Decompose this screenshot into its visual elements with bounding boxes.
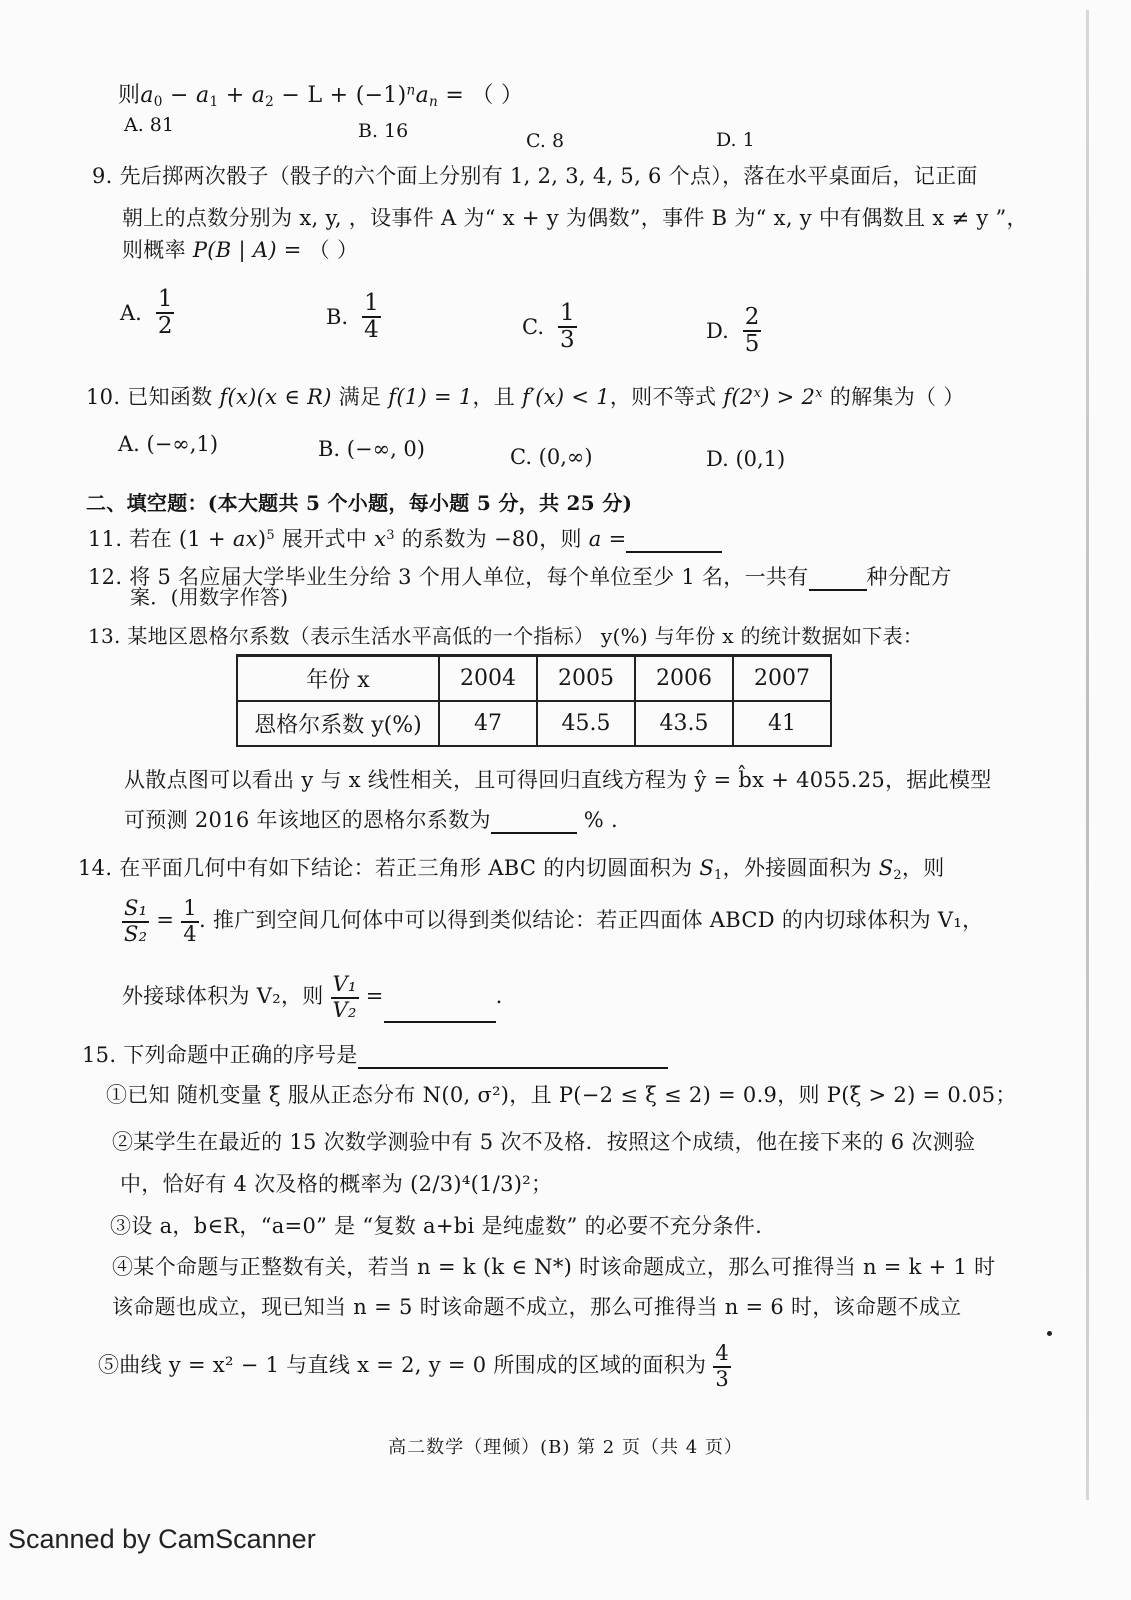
fraction: $\frac{1}{4}$ <box>364 290 379 344</box>
engel-coefficient-table <box>236 654 832 747</box>
answer-blank <box>358 1045 668 1069</box>
q13-line3: 可预测 2016 年该地区的恩格尔系数为 % . <box>124 808 618 832</box>
table-cell: 45.5 <box>537 701 635 746</box>
q9-line1: 9. 先后掷两次骰子（骰子的六个面上分别有 1, 2, 3, 4, 5, 6 个点），落在水平桌面后，记正面 <box>92 164 978 188</box>
page-footer: 高二数学（理倾）(B) 第 2 页（共 4 页） <box>388 1437 743 1458</box>
q8-option-c: C. 8 <box>526 130 565 152</box>
q15-item-3: ③设 a，b∈R，“a=0” 是 “复数 a+bi 是纯虚数” 的必要不充分条件. <box>110 1214 763 1238</box>
q10-option-a: A. (−∞,1) <box>118 432 219 456</box>
q10-option-b: B. (−∞, 0) <box>318 437 425 461</box>
answer-blank <box>384 999 496 1023</box>
q14-line1: 14. 在平面几何中有如下结论：若正三角形 ABC 的内切圆面积为 $S_1$，外接圆面积为 $S_2$，则 <box>78 856 945 883</box>
fraction-s1-s2: $\frac{\text{S₁}}{\text{S₂}}$ <box>124 896 148 946</box>
fraction-one-quarter: $\frac{1}{4}$ <box>183 896 197 946</box>
fraction: $\frac{2}{5}$ <box>744 304 760 358</box>
table-cell: 2004 <box>439 656 537 702</box>
fraction: $\frac{1}{3}$ <box>560 300 575 354</box>
q15-item-2-line1: ②某学生在最近的 15 次数学测验中有 5 次不及格．按照这个成绩，他在接下来的 6 次测验 <box>112 1130 976 1154</box>
table-cell: 2007 <box>733 656 831 702</box>
q15-item-4-line1: ④某个命题与正整数有关，若当 n = k (k ∈ N*) 时该命题成立，那么可推得当 n = k + 1 时 <box>112 1255 996 1279</box>
table-cell: 41 <box>733 701 831 746</box>
scan-speck <box>1047 1331 1052 1336</box>
table-row <box>237 701 831 746</box>
q15-item-4-line2: 该命题也成立，现已知当 n = 5 时该命题不成立，那么可推得当 n = 6 时，该命题不成立 <box>112 1295 962 1319</box>
table-cell: 47 <box>439 701 537 746</box>
q15-item-5: ⑤曲线 y = x² − 1 与直线 x = 2, y = 0 所围成的区域的面积为 $\frac{4}{3}$ <box>98 1341 729 1391</box>
fraction-v1-v2: $\frac{\text{V₁}}{\text{V₂}}$ <box>332 972 357 1022</box>
table-row <box>237 656 831 702</box>
q10-option-d: D. (0,1) <box>706 447 786 471</box>
q9-option-c: C. $\frac{1}{3}$ <box>522 300 575 354</box>
q9-option-b: B. $\frac{1}{4}$ <box>326 290 379 344</box>
q14-line2: $\frac{\text{S₁}}{\text{S₂}}$ = $\frac{1}{4}$ . 推广到空间几何体中可以得到类似结论：若正四面体 ABCD 的内切球体积为 V₁， <box>124 896 984 946</box>
q9-line2: 朝上的点数分别为 x, y, ，设事件 A 为“ x + y 为偶数”，事件 B 为“ x, y 中有偶数且 x ≠ y ”， <box>122 206 1028 230</box>
scan-edge-line <box>1086 10 1089 1500</box>
q15-item-2-line2: 中，恰好有 4 次及格的概率为 (2/3)⁴(1/3)²； <box>120 1172 553 1196</box>
table-cell: 2005 <box>537 656 635 702</box>
q13-line2: 从散点图可以看出 y 与 x 线性相关，且可得回归直线方程为 ŷ = b̂x + 4055.25，据此模型 <box>124 768 992 792</box>
q11-stem: 11. 若在 (1 + ax)$^5$ 展开式中 $x^3$ 的系数为 −80，则 a = <box>88 525 722 553</box>
q12-line1: 12. 将 5 名应届大学毕业生分给 3 个用人单位，每个单位至少 1 名，一共有 种分配方 <box>88 565 952 589</box>
q8-option-a: A. 81 <box>124 114 174 136</box>
table-header-year: 年份 x <box>237 656 439 702</box>
q13-intro: 13. 某地区恩格尔系数（表示生活水平高低的一个指标） y(%) 与年份 x 的统计数据如下表： <box>88 624 924 648</box>
fraction-four-thirds: $\frac{4}{3}$ <box>715 1341 729 1391</box>
q8-expression: 则$a_0 - a_1 + a_2 - L + (-1)^na_n$ = （ ） <box>118 82 524 111</box>
section-heading-fill-in: 二、填空题：(本大题共 5 个小题，每小题 5 分，共 25 分) <box>86 491 633 515</box>
table-cell: 43.5 <box>635 701 733 746</box>
q10-stem: 10. 已知函数 f(x)(x ∈ R) 满足 f(1) = 1，且 f′(x) < 1，则不等式 $f(2^x) > 2^x$ 的解集为（ ） <box>86 385 965 409</box>
q15-item-1: ①已知 随机变量 ξ 服从正态分布 N(0, σ²)，且 P(−2 ≤ ξ ≤ 2) = 0.9，则 P(ξ > 2) = 0.05； <box>106 1083 1017 1107</box>
answer-blank <box>626 529 722 553</box>
q10-option-c: C. (0,∞) <box>510 445 593 469</box>
q14-line3: 外接球体积为 V₂，则 $\frac{\text{V₁}}{\text{V₂}}$ = . <box>122 972 503 1022</box>
q9-option-d: D. $\frac{2}{5}$ <box>706 304 760 358</box>
q15-intro: 15. 下列命题中正确的序号是 <box>82 1041 668 1069</box>
q8-option-d: D. 1 <box>716 129 755 151</box>
table-cell: 2006 <box>635 656 733 702</box>
q9-line3: 则概率 P(B | A) = （ ） <box>122 238 359 262</box>
camscanner-watermark: Scanned by CamScanner <box>8 1524 316 1554</box>
fraction: $\frac{1}{2}$ <box>157 286 173 340</box>
q12-line2: 案．(用数字作答) <box>130 585 289 609</box>
table-header-engel: 恩格尔系数 y(%) <box>237 701 439 746</box>
answer-blank <box>809 567 867 591</box>
q8-option-b: B. 16 <box>358 120 409 142</box>
q9-option-a: A. $\frac{1}{2}$ <box>120 286 173 340</box>
answer-blank <box>491 810 577 834</box>
